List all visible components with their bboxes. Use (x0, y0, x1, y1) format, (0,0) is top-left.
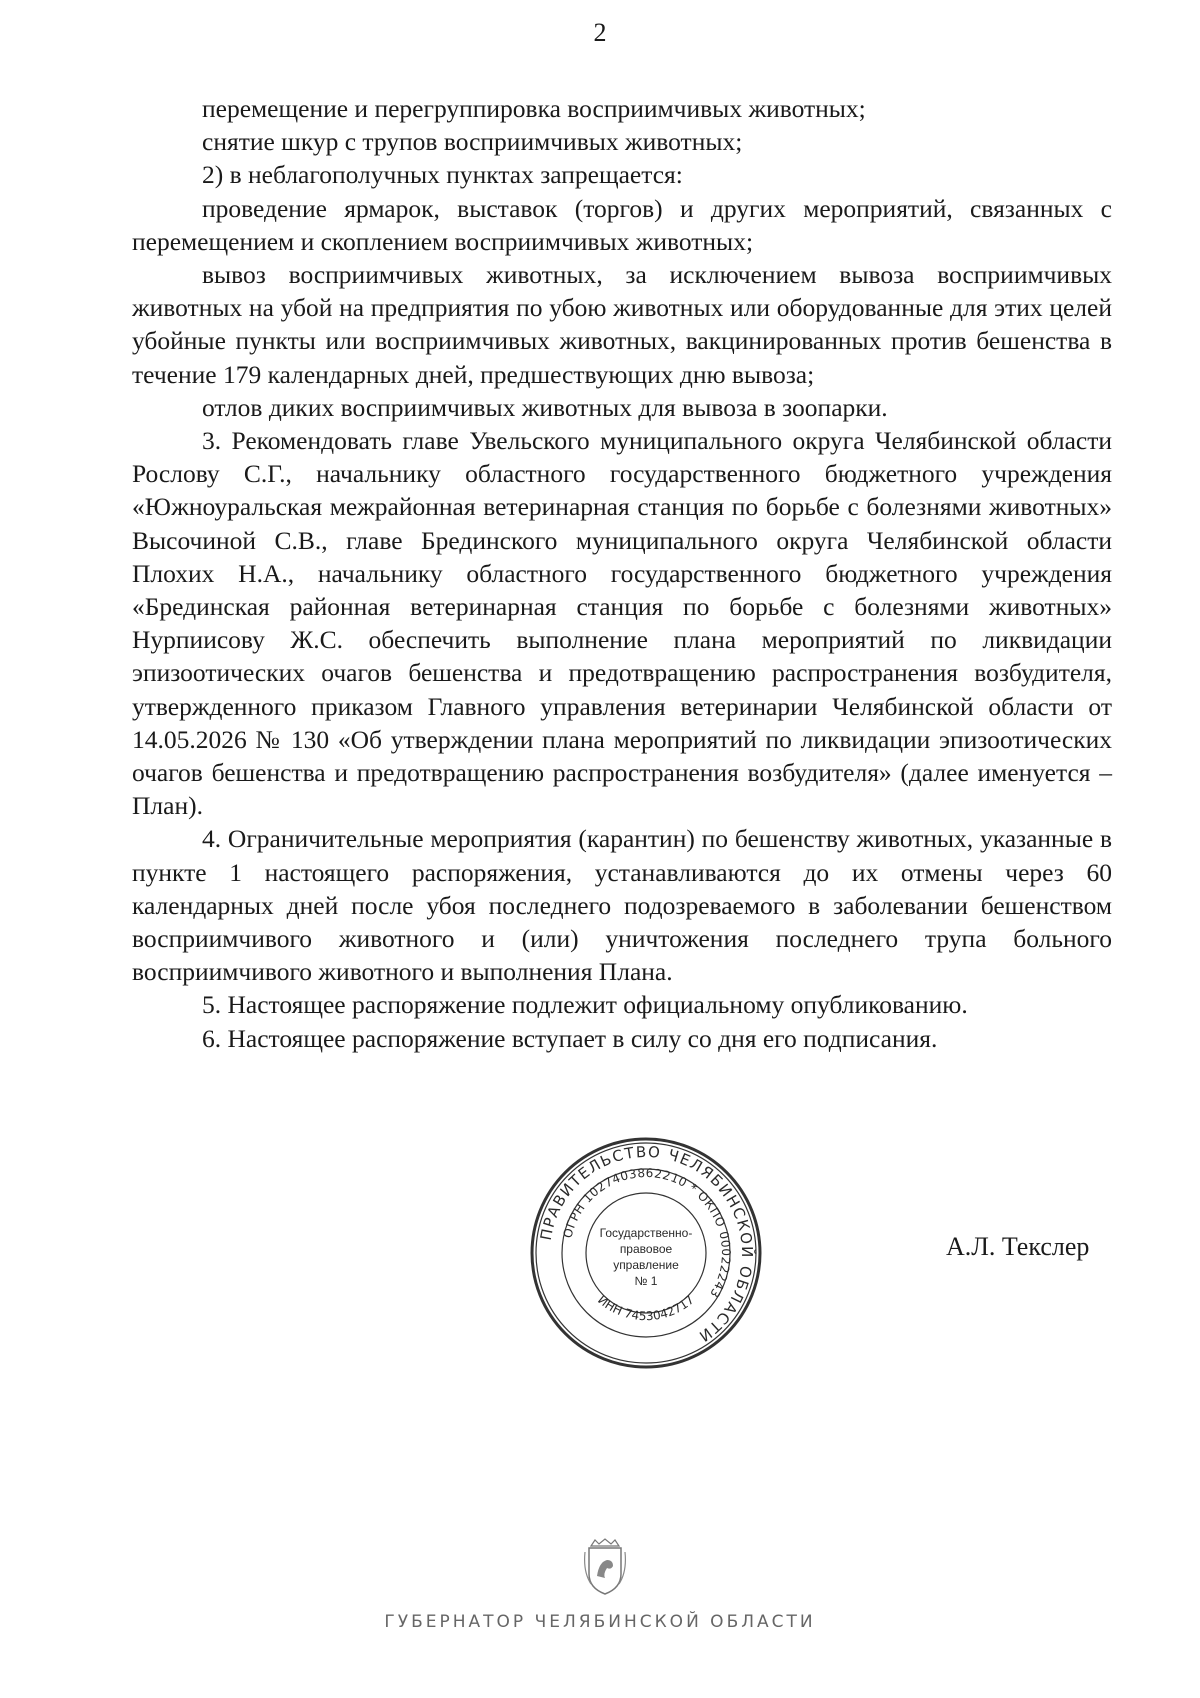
footer-title: ГУБЕРНАТОР ЧЕЛЯБИНСКОЙ ОБЛАСТИ (384, 1612, 816, 1632)
paragraph: проведение ярмарок, выставок (торгов) и других мероприятий, связанных с перемещением и скоплением восприимчивых животных; (132, 193, 1112, 256)
stamp-inner-bottom-text: ИНН 7453042717 (595, 1292, 697, 1324)
paragraph: отлов диких восприимчивых животных для вывоза в зоопарки. (202, 392, 888, 422)
paragraph: перемещение и перегруппировка восприимчивых животных; (202, 94, 866, 123)
paragraph: 4. Ограничительные мероприятия (карантин) по бешенству животных, указанные в пункте 1 настоящего распоряжения, устанавливаются до их отмены через 60 календарных дней после убоя последнего подозреваемого в заболевании бешенством восприимчивого животного и (или) уничтожения последнего трупа больного восприимчивого животного и выполнения Плана. (132, 824, 1112, 987)
paragraph: 3. Рекомендовать главе Увельского муниципального округа Челябинской области Рослову С.Г., начальнику областного государственного бюджетного учреждения «Южноуральская межрайонная ветеринарная станция по борьбе с болезнями животных» Высочиной С.В., главе Брединского муниципального округа Челябинской области Плохих Н.А., начальнику областного государственного бюджетного учреждения «Брединская районная ветеринарная станция по борьбе с болезнями животных» Нурпиисову Ж.С. обеспечить выполнение плана мероприятий по ликвидации эпизоотических очагов бешенства и предотвращению распространения возбудителя, утвержденного приказом Главного управления ветеринарии Челябинской области от 14.05.2026 № 130 «Об утверждении плана мероприятий по ликвидации эпизоотических очагов бешенства и предотвращению распространения возбудителя» (далее именуется – План). (132, 426, 1112, 821)
signatory-name: А.Л. Текслер (946, 1232, 1090, 1261)
page-number: 2 (593, 18, 607, 47)
official-stamp (528, 1135, 764, 1371)
paragraph: вывоз восприимчивых животных, за исключением вывоза восприимчивых животных на убой на предприятия по убою животных или оборудованные для этих целей убойные пункты или восприимчивых животных, вакцинированных против бешенства в течение 179 календарных дней, предшествующих дню вывоза; (132, 260, 1112, 389)
paragraph: 6. Настоящее распоряжение вступает в силу со дня его подписания. (202, 1023, 938, 1053)
stamp-inner-top-text: ОГРН 1027403862210 * ОКПО 00022243 (560, 1165, 734, 1301)
paragraph: 2) в неблагополучных пунктах запрещается: (202, 160, 683, 190)
document-body (132, 92, 1112, 1055)
coat-of-arms-icon (583, 1538, 627, 1596)
paragraph: снятие шкур с трупов восприимчивых животных; (202, 127, 743, 157)
stamp-center-line: правовое (619, 1242, 673, 1256)
stamp-center-line: управление (613, 1258, 679, 1272)
stamp-center-line: Государственно- (599, 1226, 693, 1240)
stamp-outer-text: ПРАВИТЕЛЬСТВО ЧЕЛЯБИНСКОЙ ОБЛАСТИ (536, 1142, 757, 1347)
paragraph: 5. Настоящее распоряжение подлежит официальному опубликованию. (202, 990, 968, 1020)
stamp-center-line: № 1 (634, 1274, 658, 1288)
